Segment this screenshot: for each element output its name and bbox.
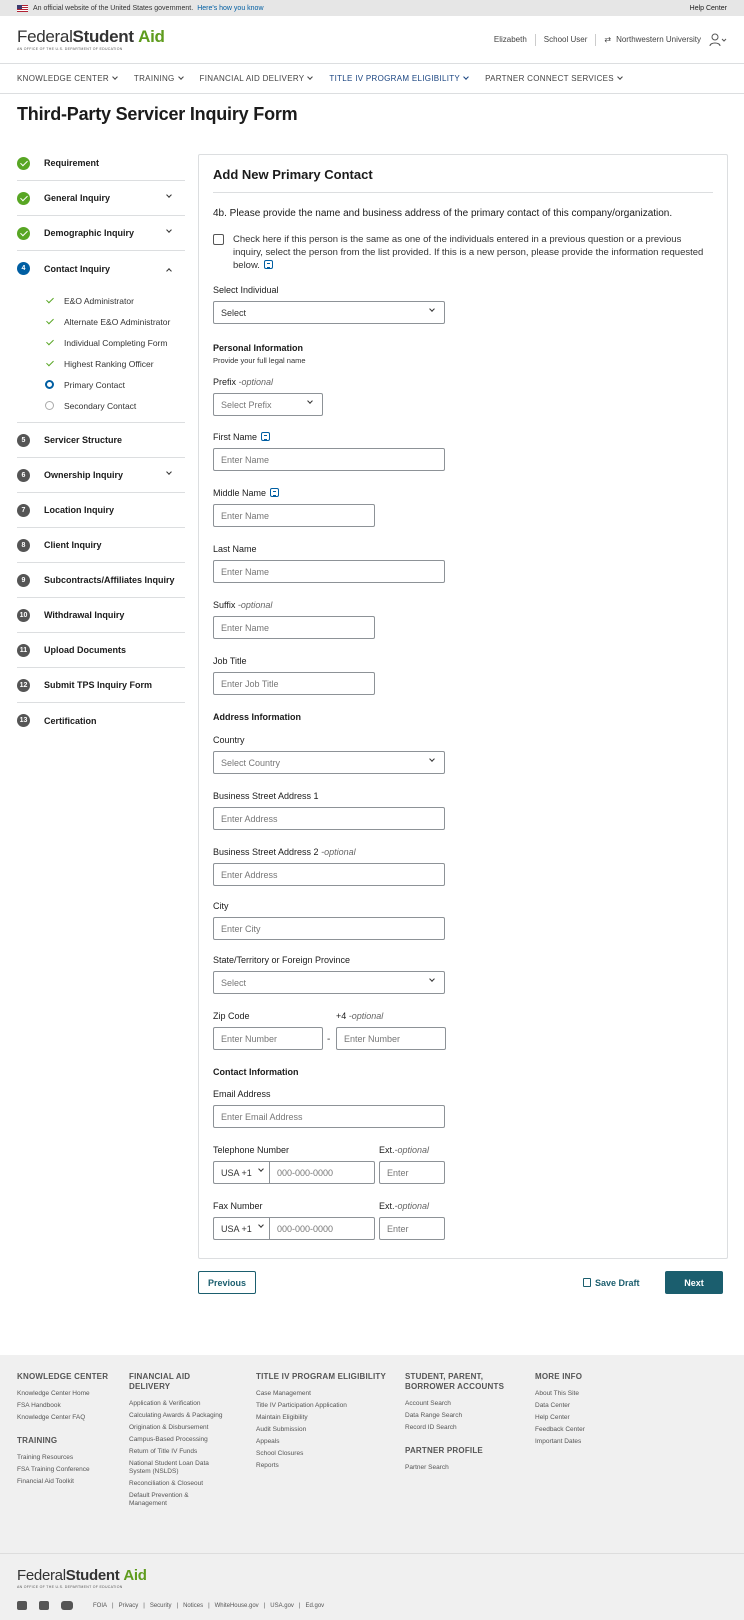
footer-fsa-logo[interactable] (17, 1568, 727, 1589)
step-number-badge: 5 (17, 434, 30, 447)
step-upload-documents[interactable]: 11 Upload Documents (17, 633, 185, 668)
footer-link[interactable]: Knowledge Center Home (17, 1390, 90, 1397)
step-submit-tps-form[interactable]: 12 Submit TPS Inquiry Form (17, 668, 185, 703)
field-label: Last Name (213, 544, 257, 554)
footer-link[interactable]: Maintain Eligibility (256, 1414, 308, 1421)
zip-dash: - (327, 1034, 331, 1045)
chevron-down-icon (258, 1166, 264, 1172)
select-individual-dropdown[interactable]: Select (213, 301, 445, 324)
logo-student: Student (65, 1567, 120, 1584)
footer-legal-link[interactable]: Privacy (118, 1602, 139, 1609)
footer-link[interactable]: Calculating Awards & Packaging (129, 1412, 223, 1419)
optional-tag: -optional (394, 1201, 430, 1211)
substep-highest-ranking-officer[interactable]: Highest Ranking Officer (45, 353, 185, 374)
social-links (17, 1601, 727, 1610)
check-icon (45, 362, 54, 366)
city-field (213, 901, 445, 940)
logo-student: Student (72, 27, 134, 46)
job-title-input[interactable]: Enter Job Title (213, 672, 375, 695)
fax-field (213, 1201, 375, 1240)
gov-banner-text: An official website of the United States government. (33, 4, 194, 12)
footer-col-eligibility (256, 1372, 391, 1474)
optional-tag: -optional (394, 1145, 430, 1155)
footer-legal-link[interactable]: Ed.gov (305, 1602, 325, 1609)
chevron-down-icon (617, 74, 623, 80)
personal-info-section (213, 343, 306, 365)
step-number-badge: 11 (17, 644, 30, 657)
field-label: Business Street Address 1 (213, 791, 319, 801)
step-number-badge: 6 (17, 469, 30, 482)
street1-field (213, 791, 445, 830)
field-label: State/Territory or Foreign Province (213, 955, 351, 965)
footer-link[interactable]: Knowledge Center FAQ (17, 1414, 86, 1421)
facebook-icon[interactable] (39, 1601, 49, 1610)
step-requirement[interactable]: Requirement (17, 146, 185, 181)
main-nav (0, 64, 744, 94)
fax-ext-input[interactable]: Enter (379, 1217, 445, 1240)
check-icon (45, 341, 54, 345)
footer-link[interactable]: School Closures (256, 1450, 304, 1457)
current-radio-icon (45, 380, 54, 389)
user-menu (494, 33, 727, 47)
gov-banner (0, 0, 744, 16)
field-label: Suffix (213, 600, 236, 610)
contact-info-section (213, 1067, 299, 1077)
field-label: +4 (336, 1011, 347, 1021)
footer-link[interactable]: Training Resources (17, 1454, 74, 1461)
footer-heading: PARTNER PROFILE (405, 1446, 483, 1455)
step-number-badge: 8 (17, 539, 30, 552)
field-label: Select Individual (213, 285, 279, 295)
footer-link[interactable]: Partner Search (405, 1464, 449, 1471)
street2-input[interactable]: Enter Address (213, 863, 445, 886)
field-label: Telephone Number (213, 1145, 290, 1155)
footer-legal-link[interactable]: FOIA (93, 1602, 108, 1609)
footer-link[interactable]: Application & Verification (129, 1400, 201, 1407)
user-name[interactable]: Elizabeth (493, 35, 527, 44)
footer-heading: STUDENT, PARENT, BORROWER ACCOUNTS (405, 1372, 505, 1391)
footer-heading: KNOWLEDGE CENTER (17, 1372, 109, 1381)
chevron-down-icon (463, 74, 469, 80)
select-individual-field (213, 285, 445, 324)
footer-link[interactable]: Audit Submission (256, 1426, 307, 1433)
footer-link[interactable]: Account Search (405, 1400, 451, 1407)
phone-country-dropdown[interactable]: USA +1 (213, 1161, 269, 1184)
footer-link[interactable]: FSA Handbook (17, 1402, 61, 1409)
footer-link[interactable]: Data Range Search (405, 1412, 463, 1419)
logo-aid: Aid (123, 1567, 147, 1584)
form-card (198, 154, 728, 1259)
footer-heading: FINANCIAL AID DELIVERY (129, 1372, 191, 1391)
step-number-badge: 10 (17, 609, 30, 622)
suffix-field (213, 600, 375, 639)
footer-link[interactable]: Return of Title IV Funds (129, 1448, 198, 1455)
same-person-checkbox-row[interactable] (213, 233, 713, 272)
chevron-down-icon[interactable] (166, 192, 172, 198)
step-number-badge: 13 (17, 714, 30, 727)
optional-tag: -optional (348, 1011, 384, 1021)
help-center-link[interactable]: Help Center (689, 4, 727, 12)
footer-link[interactable]: Origination & Disbursement (129, 1424, 209, 1431)
same-person-checkbox[interactable] (213, 234, 224, 245)
footer-legal-link[interactable]: Notices (183, 1602, 204, 1609)
substep-individual-completing-form[interactable]: Individual Completing Form (45, 332, 185, 353)
fax-input[interactable]: 000-000-0000 (269, 1217, 375, 1240)
field-label: Zip Code (213, 1011, 250, 1021)
step-subcontracts-inquiry[interactable]: 9 Subcontracts/Affiliates Inquiry (17, 563, 185, 598)
step-withdrawal-inquiry[interactable]: 10 Withdrawal Inquiry (17, 598, 185, 633)
footer-legal-link[interactable]: USA.gov (270, 1602, 294, 1609)
nav-knowledge-center[interactable]: KNOWLEDGE CENTER (17, 74, 117, 83)
fsa-logo[interactable] (17, 28, 165, 51)
footer-link[interactable]: Appeals (256, 1438, 280, 1445)
check-icon (45, 299, 54, 303)
prefix-dropdown[interactable]: Select Prefix (213, 393, 323, 416)
zip-field (213, 1011, 323, 1050)
check-icon (17, 227, 30, 240)
footer-link[interactable]: Title IV Participation Application (256, 1402, 347, 1409)
legal-links: FOIA | Privacy | Security | Notices | WhiteHouse.gov | USA.gov | Ed.gov (93, 1602, 325, 1609)
field-label: Country (213, 735, 245, 745)
logo-subtitle: AN OFFICE OF THE U.S. DEPARTMENT OF EDUCATION (17, 1585, 123, 1589)
substep-eo-administrator[interactable]: E&O Administrator (45, 290, 185, 311)
footer-bottom (0, 1553, 744, 1620)
info-icon[interactable] (261, 432, 270, 441)
chevron-down-icon (178, 74, 184, 80)
street1-input[interactable]: Enter Address (213, 807, 445, 830)
suffix-input[interactable]: Enter Name (213, 616, 375, 639)
save-icon (583, 1278, 591, 1287)
chevron-down-icon (429, 756, 435, 762)
zip-input[interactable]: Enter Number (213, 1027, 323, 1050)
logo-federal: Federal (17, 27, 73, 46)
field-label: City (213, 901, 229, 911)
middle-name-input[interactable]: Enter Name (213, 504, 375, 527)
city-input[interactable]: Enter City (213, 917, 445, 940)
org-name[interactable]: Northwestern University (616, 35, 701, 44)
site-footer (0, 1355, 744, 1620)
switch-org-icon[interactable]: ⇄ (604, 35, 612, 44)
email-field (213, 1089, 445, 1128)
site-header (0, 16, 744, 64)
footer-legal-link[interactable]: Security (149, 1602, 172, 1609)
step-number-badge: 12 (17, 679, 30, 692)
substep-primary-contact[interactable]: Primary Contact (45, 374, 185, 395)
step-demographic-inquiry[interactable]: Demographic Inquiry (17, 216, 185, 251)
footer-col-delivery (129, 1372, 224, 1512)
next-button[interactable]: Next (665, 1271, 723, 1294)
footer-col-knowledge (17, 1372, 108, 1490)
chevron-down-icon[interactable] (166, 469, 172, 475)
heres-how-you-know-link[interactable]: Here's how you know (197, 4, 264, 12)
street2-field (213, 847, 445, 886)
email-input[interactable]: Enter Email Address (213, 1105, 445, 1128)
field-label: Job Title (213, 656, 247, 666)
field-label: Middle Name (213, 488, 267, 498)
nav-partner-connect[interactable]: PARTNER CONNECT SERVICES (485, 74, 622, 83)
save-draft-label: Save Draft (595, 1277, 640, 1288)
field-label: Email Address (213, 1089, 271, 1099)
field-label: First Name (213, 432, 258, 442)
step-general-inquiry[interactable]: General Inquiry (17, 181, 185, 216)
optional-tag: -optional (321, 847, 356, 857)
step-certification[interactable]: 13 Certification (17, 703, 185, 738)
fax-ext-field (379, 1201, 445, 1240)
step-ownership-inquiry[interactable]: 6 Ownership Inquiry (17, 458, 185, 493)
phone-ext-field (379, 1145, 445, 1184)
contact-substeps (17, 286, 185, 423)
step-contact-inquiry[interactable]: 4 Contact Inquiry (17, 251, 185, 286)
chevron-down-icon (258, 1222, 264, 1228)
user-profile-icon[interactable] (709, 33, 727, 47)
chevron-up-icon[interactable] (166, 268, 172, 274)
user-role[interactable]: School User (543, 35, 588, 44)
footer-link[interactable]: Default Prevention & Management (129, 1492, 189, 1507)
logo-aid: Aid (138, 27, 165, 46)
country-field (213, 735, 445, 774)
footer-link[interactable]: National Student Loan Data System (NSLDS) (129, 1460, 209, 1475)
info-icon[interactable] (270, 488, 279, 497)
step-servicer-structure[interactable]: 5 Servicer Structure (17, 423, 185, 458)
checkbox-label: Check here if this person is the same as one of the individuals entered in a previous question or a previous inquiry, select the person from the list provided. If this is a new person, please provide the information requested below. (233, 234, 704, 271)
step-number-badge: 7 (17, 504, 30, 517)
section-hint: Provide your full legal name (213, 356, 306, 365)
us-flag-icon (17, 5, 28, 12)
save-draft-button[interactable] (583, 1271, 640, 1294)
last-name-field (213, 544, 445, 583)
step-number-badge: 4 (17, 262, 30, 275)
first-name-field (213, 432, 445, 471)
footer-heading: TRAINING (17, 1436, 58, 1445)
footer-link[interactable]: Reconciliation & Closeout (129, 1480, 204, 1487)
footer-link[interactable]: FSA Training Conference (17, 1466, 90, 1473)
step-number-badge: 9 (17, 574, 30, 587)
page-title: Third-Party Servicer Inquiry Form (17, 104, 298, 124)
step-location-inquiry[interactable]: 7 Location Inquiry (17, 493, 185, 528)
footer-link[interactable]: Data Center (535, 1402, 571, 1409)
footer-link[interactable]: About This Site (535, 1390, 579, 1397)
substep-secondary-contact[interactable]: Secondary Contact (45, 395, 185, 416)
footer-link[interactable]: Feedback Center (535, 1426, 585, 1433)
twitter-icon[interactable] (17, 1601, 27, 1610)
check-icon (45, 320, 54, 324)
logo-subtitle: AN OFFICE OF THE U.S. DEPARTMENT OF EDUCATION (17, 47, 123, 51)
country-dropdown[interactable]: Select Country (213, 751, 445, 774)
pending-radio-icon (45, 401, 54, 410)
footer-link[interactable]: Important Dates (535, 1438, 582, 1445)
state-dropdown[interactable]: Select (213, 971, 445, 994)
step-sidebar (17, 146, 185, 738)
footer-heading: TITLE IV PROGRAM ELIGIBILITY (256, 1372, 387, 1381)
youtube-icon[interactable] (61, 1601, 73, 1610)
nav-financial-aid-delivery[interactable]: FINANCIAL AID DELIVERY (200, 74, 313, 83)
footer-link[interactable]: Help Center (535, 1414, 570, 1421)
chevron-down-icon[interactable] (166, 227, 172, 233)
nav-title-iv-eligibility[interactable]: TITLE IV PROGRAM ELIGIBILITY (329, 74, 468, 83)
footer-legal-link[interactable]: WhiteHouse.gov (214, 1602, 259, 1609)
last-name-input[interactable]: Enter Name (213, 560, 445, 583)
footer-heading: MORE INFO (535, 1372, 583, 1381)
first-name-input[interactable]: Enter Name (213, 448, 445, 471)
footer-col-more (535, 1372, 585, 1450)
field-label: Prefix (213, 377, 237, 387)
field-label: Fax Number (213, 1201, 263, 1211)
zip-plus4-input[interactable]: Enter Number (336, 1027, 446, 1050)
field-label: Ext. (379, 1145, 395, 1155)
footer-col-accounts (405, 1372, 515, 1476)
chevron-down-icon (307, 398, 313, 404)
state-field (213, 955, 445, 994)
form-title: Add New Primary Contact (213, 155, 713, 193)
substep-alternate-eo-administrator[interactable]: Alternate E&O Administrator (45, 311, 185, 332)
prefix-field (213, 377, 323, 416)
section-heading: Contact Information (213, 1067, 299, 1077)
previous-button[interactable]: Previous (198, 1271, 256, 1294)
footer-link[interactable]: Reports (256, 1462, 279, 1469)
step-client-inquiry[interactable]: 8 Client Inquiry (17, 528, 185, 563)
zip-plus4-field (336, 1011, 446, 1050)
address-info-section (213, 712, 301, 722)
info-icon[interactable] (264, 260, 273, 269)
fax-country-dropdown[interactable]: USA +1 (213, 1217, 269, 1240)
phone-ext-input[interactable]: Enter (379, 1161, 445, 1184)
phone-field (213, 1145, 375, 1184)
footer-link[interactable]: Financial Aid Toolkit (17, 1478, 74, 1485)
middle-name-field (213, 488, 375, 527)
chevron-down-icon (429, 306, 435, 312)
nav-training[interactable]: TRAINING (134, 74, 183, 83)
logo-federal: Federal (17, 1567, 66, 1584)
footer-link[interactable]: Record ID Search (405, 1424, 457, 1431)
optional-tag: -optional (237, 600, 273, 610)
question-text: 4b. Please provide the name and business address of the primary contact of this company/organization. (213, 208, 673, 219)
chevron-down-icon (112, 74, 118, 80)
check-icon (17, 192, 30, 205)
chevron-down-icon (429, 976, 435, 982)
section-heading: Personal Information (213, 343, 304, 353)
footer-link[interactable]: Case Management (256, 1390, 311, 1397)
phone-input[interactable]: 000-000-0000 (269, 1161, 375, 1184)
footer-link[interactable]: Campus-Based Processing (129, 1436, 208, 1443)
chevron-down-icon (308, 74, 314, 80)
field-label: Business Street Address 2 (213, 847, 319, 857)
section-heading: Address Information (213, 712, 302, 722)
job-title-field (213, 656, 375, 695)
field-label: Ext. (379, 1201, 395, 1211)
check-icon (17, 157, 30, 170)
optional-tag: -optional (238, 377, 274, 387)
